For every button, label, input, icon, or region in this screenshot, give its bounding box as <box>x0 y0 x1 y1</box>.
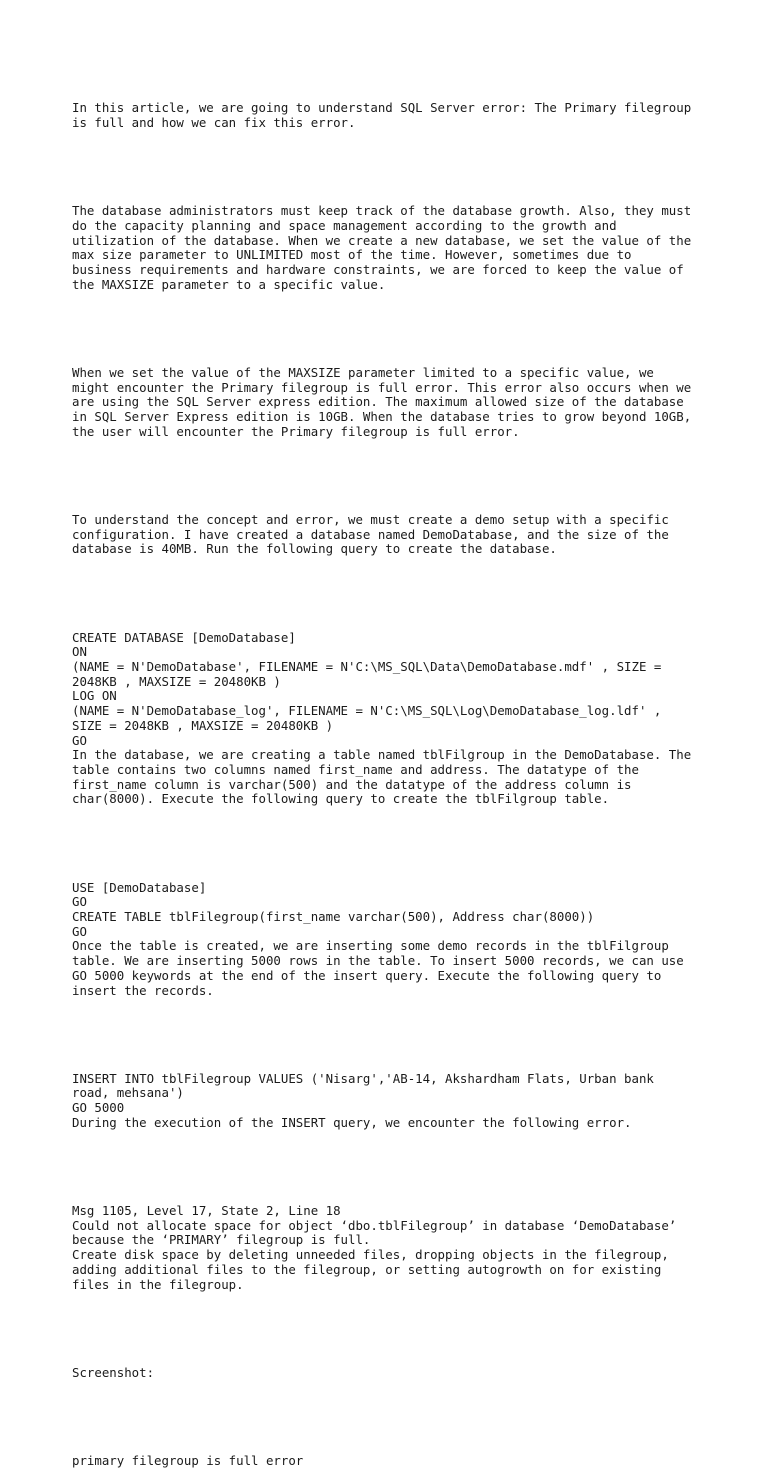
demo-setup-paragraph: To understand the concept and error, we must create a demo setup with a specific configuration. I have created a database named DemoDatabase, and the size of the database is 40MB. Run the following query to create the database. <box>72 512 669 557</box>
paragraph-gap <box>72 469 702 484</box>
create-table-code-block: USE [DemoDatabase] GO CREATE TABLE tblFilegroup(first_name varchar(500), Address char(8000)) GO Once the table is created, we are inserting some demo records in the tblFilgroup table. We are inserting 5000 rows in the table. To insert 5000 records, we can use GO 5000 keywords at the end of the insert query. Execute the following query to insert the records. <box>72 879 684 998</box>
paragraph-gap <box>72 160 702 175</box>
paragraph-gap <box>72 322 702 337</box>
paragraph-gap <box>72 1028 702 1043</box>
document-page <box>72 72 702 1483</box>
maxsize-paragraph: When we set the value of the MAXSIZE parameter limited to a specific value, we might encounter the Primary filegroup is full error. This error also occurs when we are using the SQL Server express edition. The maximum allowed size of the database in SQL Server Express edition is 10GB. When the database tries to grow beyond 10GB, the user will encounter the Primary filegroup is full error. <box>72 365 692 439</box>
screenshot-label: Screenshot: <box>72 1364 155 1380</box>
intro-paragraph: In this article, we are going to understand SQL Server error: The Primary filegroup is full and how we can fix this error. <box>72 100 692 131</box>
paragraph-gap <box>72 837 702 852</box>
dba-paragraph: The database administrators must keep track of the database growth. Also, they must do the capacity planning and space management according to the growth and utilization of the database. When we create a new database, we set the value of the max size parameter to UNLIMITED most of the time. However, sometimes due to business requirements and hardware constraints, we are forced to keep the value of the MAXSIZE parameter to a specific value. <box>72 203 692 292</box>
screenshot-caption: primary filegroup is full error <box>72 1452 304 1468</box>
paragraph-gap <box>72 1322 702 1337</box>
paragraph-gap <box>72 1160 702 1175</box>
create-database-code-block: CREATE DATABASE [DemoDatabase] ON (NAME = N'DemoDatabase', FILENAME = N'C:\MS_SQL\Data\DemoDatabase.mdf' , SIZE = 2048KB , MAXSIZE = 20480KB ) LOG ON (NAME = N'DemoDatabase_log', FILENAME = N'C:\MS_SQL\Log\DemoDatabase_log.ldf' , SIZE = 2048KB , MAXSIZE = 20480KB ) GO In the database, we are creating a table named tblFilgroup in the DemoDatabase. The table contains two columns named first_name and address. The datatype of the first_name column is varchar(500) and the datatype of the address column is char(8000). Execute the following query to create the tblFilgroup table. <box>72 629 692 807</box>
paragraph-gap <box>72 1410 702 1425</box>
paragraph-gap <box>72 587 702 602</box>
insert-code-block: INSERT INTO tblFilegroup VALUES ('Nisarg','AB-14, Akshardham Flats, Urban bank road, mehsana') GO 5000 During the execution of the INSERT query, we encounter the following error. <box>72 1070 654 1130</box>
error-message-block: Msg 1105, Level 17, State 2, Line 18 Could not allocate space for object ‘dbo.tblFilegroup’ in database ‘DemoDatabase’ because the ‘PRIMARY’ filegroup is full. Create disk space by deleting unneeded files, dropping objects in the filegroup, adding additional files to the filegroup, or setting autogrowth on for existing files in the filegroup. <box>72 1203 677 1292</box>
